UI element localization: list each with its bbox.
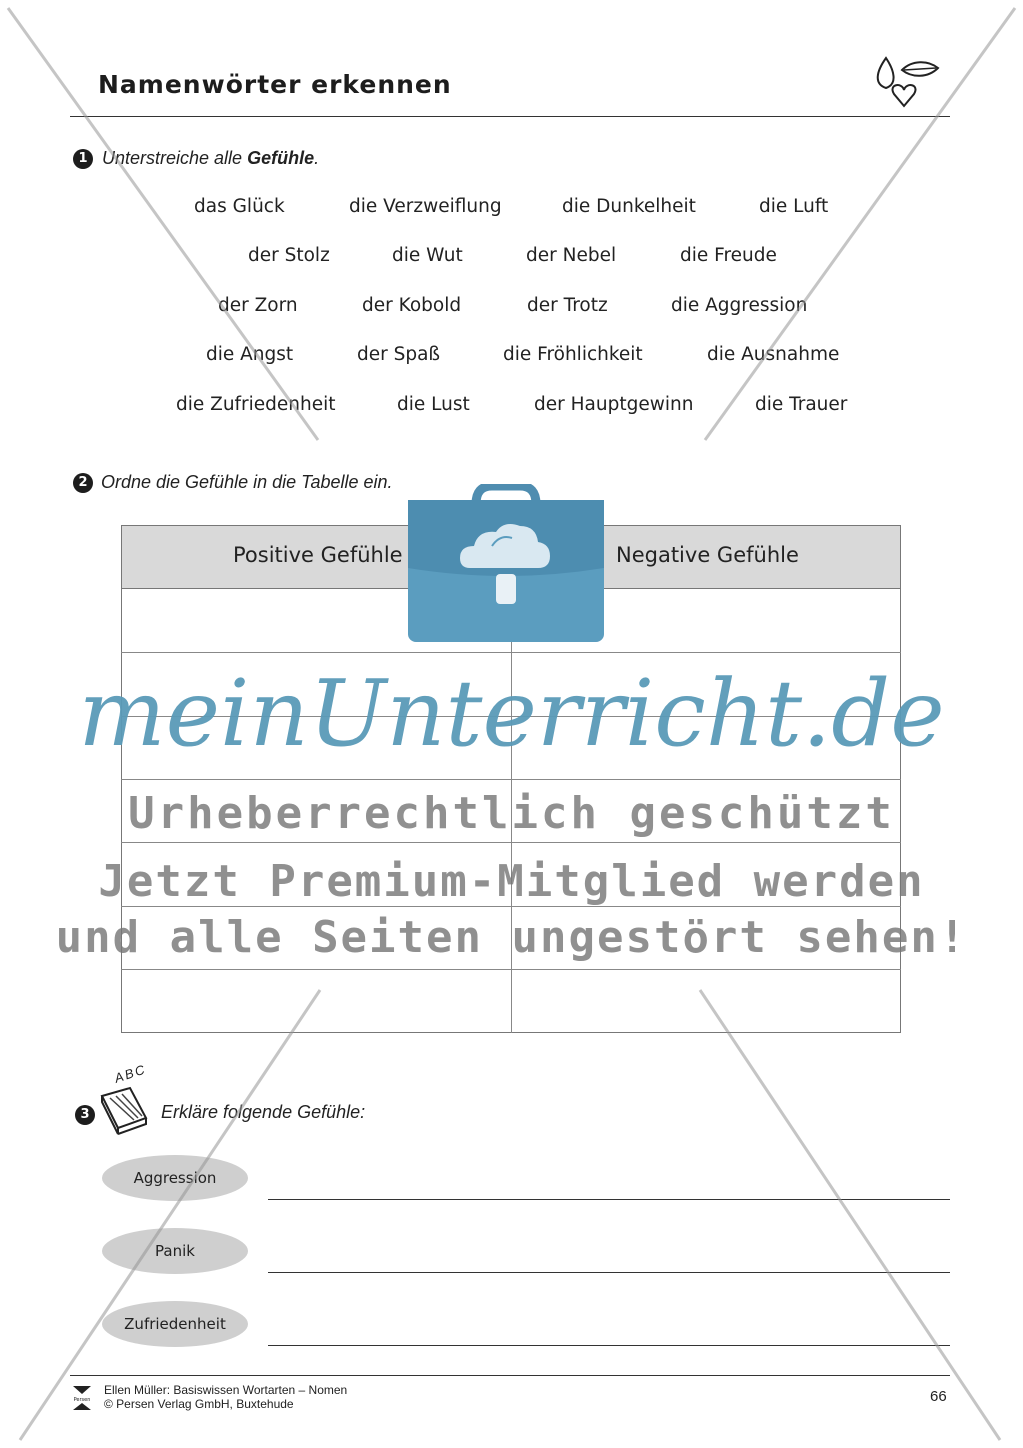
- answer-line[interactable]: [268, 1272, 950, 1273]
- word-item[interactable]: der Spaß: [357, 344, 441, 365]
- word-item[interactable]: die Aggression: [671, 295, 808, 316]
- answer-line[interactable]: [268, 1199, 950, 1200]
- word-item[interactable]: die Dunkelheit: [562, 196, 696, 217]
- word-item[interactable]: die Luft: [759, 196, 829, 217]
- word-item[interactable]: der Stolz: [248, 245, 330, 266]
- word-item[interactable]: die Fröhlichkeit: [503, 344, 643, 365]
- column-header-negative: Negative Gefühle: [616, 543, 799, 567]
- svg-text:Persen: Persen: [73, 1397, 91, 1403]
- task2-instruction: Ordne die Gefühle in die Tabelle ein.: [101, 472, 393, 492]
- page-title: Namenwörter erkennen: [98, 70, 452, 99]
- word-item[interactable]: der Zorn: [218, 295, 298, 316]
- watermark-premium-line-2: und alle Seiten ungestört sehen!: [55, 912, 968, 963]
- word-item[interactable]: die Trauer: [755, 394, 848, 415]
- table-row-divider: [121, 969, 901, 970]
- word-item[interactable]: das Glück: [194, 196, 285, 217]
- term-panik: Panik: [102, 1228, 248, 1274]
- watermark-briefcase-icon: [408, 484, 604, 642]
- word-item[interactable]: der Trotz: [527, 295, 608, 316]
- footer-author: Ellen Müller: Basiswissen Wortarten – Nomen: [104, 1383, 348, 1397]
- task3-instruction: Erkläre folgende Gefühle:: [161, 1102, 366, 1122]
- word-item[interactable]: die Freude: [680, 245, 777, 266]
- task-number-3: 3: [75, 1105, 95, 1125]
- table-row-divider: [121, 652, 901, 653]
- word-item[interactable]: der Hauptgewinn: [534, 394, 694, 415]
- word-item[interactable]: die Verzweiflung: [349, 196, 502, 217]
- task-number-2: 2: [73, 473, 93, 493]
- answer-line[interactable]: [268, 1345, 950, 1346]
- word-item[interactable]: die Wut: [392, 245, 463, 266]
- watermark-copyright: Urheberrechtlich geschützt: [128, 788, 895, 839]
- footer-divider: [70, 1375, 950, 1376]
- word-item[interactable]: die Angst: [206, 344, 294, 365]
- word-item[interactable]: die Zufriedenheit: [176, 394, 336, 415]
- header-divider: [70, 116, 950, 117]
- word-item[interactable]: der Nebel: [526, 245, 617, 266]
- task-number-1: 1: [73, 149, 93, 169]
- term-aggression: Aggression: [102, 1155, 248, 1201]
- publisher-logo: [72, 1385, 92, 1411]
- watermark-premium-line: Jetzt Premium-Mitglied werden: [98, 856, 925, 907]
- word-item[interactable]: die Lust: [397, 394, 470, 415]
- page-number: 66: [930, 1388, 947, 1405]
- abc-letters: ABC: [112, 1061, 149, 1086]
- table-row-divider: [121, 779, 901, 780]
- watermark-brand: meinUnterricht.de: [78, 660, 945, 767]
- word-item[interactable]: die Ausnahme: [707, 344, 840, 365]
- column-header-positive: Positive Gefühle: [233, 543, 403, 567]
- term-zufriedenheit: Zufriedenheit: [102, 1301, 248, 1347]
- footer-publisher: © Persen Verlag GmbH, Buxtehude: [104, 1397, 294, 1411]
- word-item[interactable]: der Kobold: [362, 295, 462, 316]
- feelings-icon: [872, 50, 948, 116]
- table-row-divider: [121, 842, 901, 843]
- task1-instruction: Unterstreiche alle Gefühle.: [102, 148, 320, 168]
